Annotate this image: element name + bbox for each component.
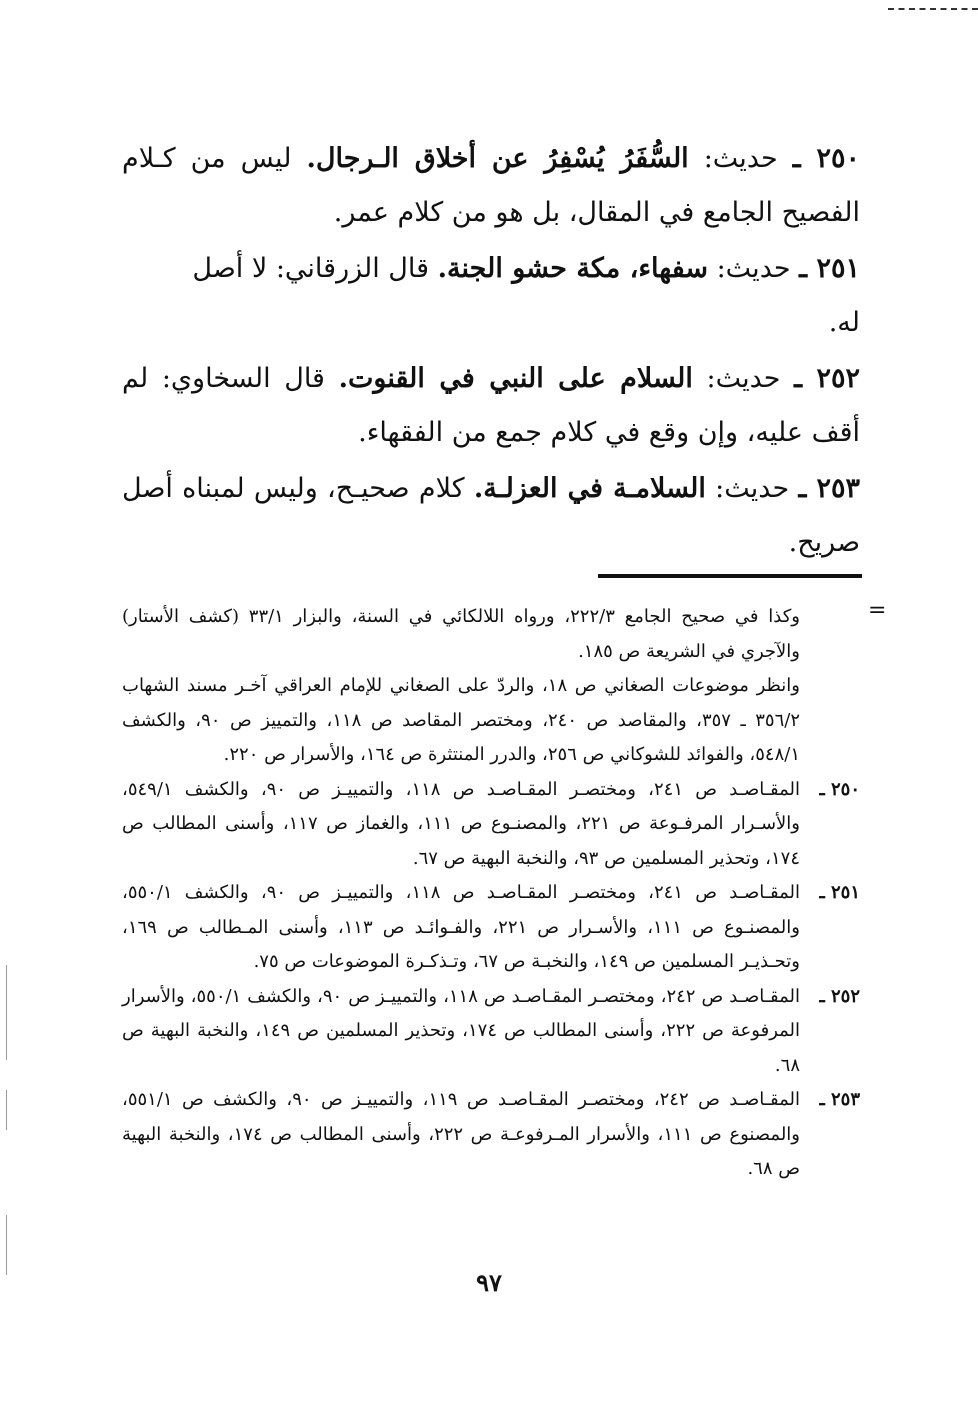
footnote-253 (122, 1083, 860, 1187)
entry-label: حديث: (703, 143, 778, 174)
footnote-number: ٢٥١ ـ (819, 882, 860, 903)
entry-body: كلام صحيـح، وليس لمبناه أصل صريح. (122, 473, 860, 558)
entry-body: ليس من كـلام الفصيح الجامع في المقال، بل هو من كلام عمر. (122, 143, 860, 228)
entry-label: حديث: (716, 253, 791, 284)
entry-252 (122, 352, 860, 460)
hadith-title: السُّفَرُ يُسْفِرُ عن أخلاق الـرجال. (306, 143, 689, 174)
continued-note: وكذا في صحيح الجامع ٢٢٢/٣، ورواه اللالكائي في السنة، والبزار ٣٣/١ (كشف الأستار) والآجري في الشريعة ص ١٨٥. (122, 606, 800, 662)
footnote-number: ٢٥٣ ـ (819, 1089, 860, 1110)
footnote-250 (122, 773, 860, 877)
footnote-text: المقـاصـد ص ٢٤١، ومختصـر المقـاصـد ص ١١٨، والتمييـز ص ٩٠، والكشف ٥٤٩/١، والأسـرار المرفـوعة ص ٢٢١، والمصنـوع ص ١١١، والغماز ص ١١٧، وأسنى المطالب ص ١٧٤، وتحذير المسلمين ص ٩٣، والنخبة البهية ص ٦٧. (122, 778, 801, 869)
entry-tail: له. (828, 307, 860, 338)
entry-number: ٢٥٣ ـ (798, 473, 860, 504)
footnote-number: ٢٥٢ ـ (819, 985, 860, 1007)
main-text (122, 132, 860, 572)
page-number: ٩٧ (476, 1268, 502, 1297)
entry-label: حديث: (715, 473, 790, 504)
footnote-252 (122, 980, 860, 1084)
footnote-number: ٢٥٠ ـ (819, 778, 860, 800)
footnote-text: المقـاصـد ص ٢٤٢، ومختصـر المقـاصـد ص ١١٩، والتمييـز ص ٩٠، والكشف ص ٥٥١/١، والمصنوع ص ١١١، والأسرار المـرفوعـة ص ٢٢٢، وأسنى المطالب ص ١٧٤، والنخبة البهية ص ٦٨. (122, 1089, 801, 1179)
hadith-title: السلام على النبي في القنوت. (338, 363, 693, 394)
continuation-marker: = (868, 598, 887, 623)
entry-label: حديث: (706, 363, 781, 394)
hadith-title: السلامـة في العزلـة. (473, 473, 706, 504)
scan-margin-line (6, 1090, 7, 1130)
entry-body: قال الزرقاني: لا أصل (192, 253, 430, 284)
scan-margin-line (6, 965, 7, 1060)
scan-margin-line (6, 1215, 7, 1275)
entry-number: ٢٥٢ ـ (794, 363, 860, 394)
footnote-text: المقـاصـد ص ٢٤٢، ومختصـر المقـاصـد ص ١١٨، والتمييـز ص ٩٠، والكشف ٥٥٠/١، والأسرار المرفوعة ص ٢٢٢، وأسنى المطالب ص ١٧٤، وتحذير المسلمين ص ١٤٩، والنخبة البهية ص ٦٨. (122, 985, 801, 1076)
hadith-title: سفهاء، مكة حشو الجنة. (437, 253, 708, 284)
entry-250 (122, 132, 860, 240)
footnotes (122, 600, 860, 1187)
continued-note: وانظر موضوعات الصغاني ص ١٨، والردّ على الصغاني للإمام العراقي آخـر مسند الشهاب ٣٥٦/٢ ـ ٣٥٧، والمقاصد ص ٢٤٠، ومختصر المقاصد ص ١١٨، والتمييز ص ٩٠، والكشف ٥٤٨/١، والفوائد للشوكاني ص ٢٥٦، والدرر المنتثرة ص ١٦٤، والأسرار ص ٢٢٠. (122, 675, 800, 765)
scan-edge-rule (888, 8, 978, 10)
entry-body: قال السخاوي: لم أقف عليه، وإن وقع في كلام جمع من الفقهاء. (122, 363, 860, 448)
entry-number: ٢٥١ ـ (799, 253, 860, 284)
entry-253 (122, 462, 860, 570)
footnote-251 (122, 876, 860, 980)
entry-251 (122, 242, 860, 350)
footnote-text: المقـاصـد ص ٢٤١، ومختصـر المقـاصـد ص ١١٨، والتمييـز ص ٩٠، والكشف ٥٥٠/١، والمصنـوع ص ١١١، والأسـرار ص ٢٢١، والفـوائـد ص ١١٣، وأسنى المـطالب ص ١٦٩، وتحـذيـر المسلمين ص ١٤٩، والنخبـة ص ٦٧، وتـذكـرة الموضوعات ص ٧٥. (122, 882, 801, 972)
footnote-divider (598, 574, 862, 578)
entry-number: ٢٥٠ ـ (792, 143, 860, 174)
